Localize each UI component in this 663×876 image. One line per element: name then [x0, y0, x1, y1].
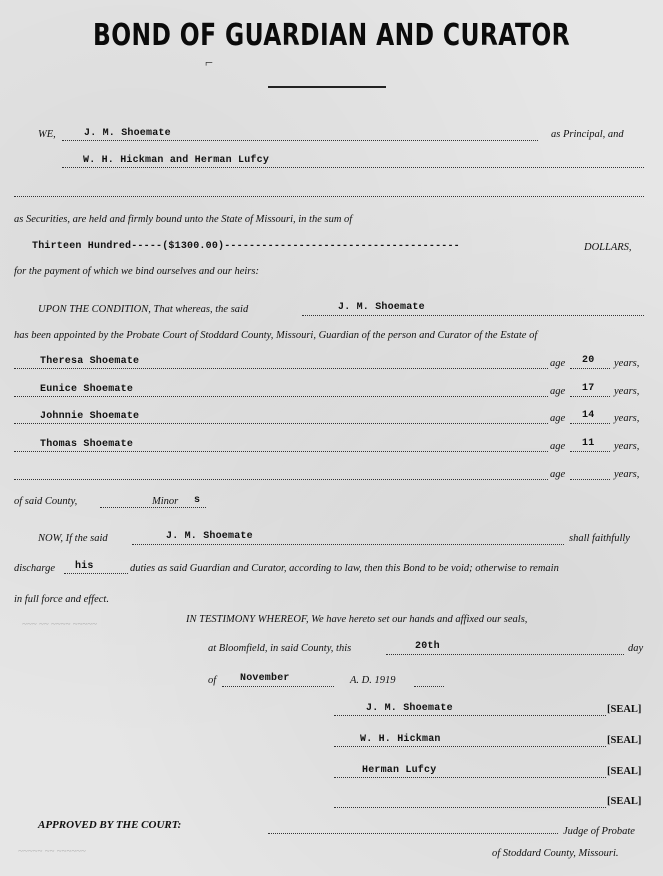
day-value: 20th: [415, 641, 440, 652]
county-court-label: of Stoddard County, Missouri.: [492, 848, 619, 859]
age-label: age: [550, 358, 566, 369]
seal-label: [SEAL]: [607, 735, 642, 746]
seal-label: [SEAL]: [607, 766, 642, 777]
age-label: age: [550, 441, 566, 452]
securities-rule: [62, 167, 644, 168]
signature-name: J. M. Shoemate: [366, 703, 453, 714]
minor-rule: [14, 396, 548, 397]
principal-rule: [62, 140, 538, 141]
approved-label: APPROVED BY THE COURT:: [38, 819, 182, 831]
signature-rule: [334, 715, 606, 716]
condition-text: UPON THE CONDITION, That whereas, the said: [38, 304, 249, 315]
years-label: years,: [614, 358, 640, 369]
minor-age: 11: [582, 438, 595, 449]
minor-name: Theresa Shoemate: [40, 356, 140, 367]
minor-age: 17: [582, 383, 595, 394]
seal-label: [SEAL]: [607, 796, 642, 807]
securities-names: W. H. Hickman and Herman Lufcy: [83, 155, 270, 166]
now-rule: [132, 544, 564, 545]
discharge-label: discharge: [14, 563, 56, 574]
age-rule: [570, 451, 610, 452]
principal-name: J. M. Shoemate: [84, 128, 171, 139]
signature-rule: [334, 746, 606, 747]
title-rule: [268, 86, 386, 88]
pronoun-rule: [64, 573, 128, 574]
judge-rule: [268, 833, 558, 834]
month-rule: [222, 686, 334, 687]
minor-name: Johnnie Shoemate: [40, 411, 140, 422]
minor-rule: [14, 368, 548, 369]
county-rule: [100, 507, 206, 508]
appointment-text: has been appointed by the Probate Court of Stoddard County, Missouri, Guardian of the person and Curator of the Estate of: [14, 330, 538, 341]
minor-name: Thomas Shoemate: [40, 439, 134, 450]
minor-name: Eunice Shoemate: [40, 384, 134, 395]
year-rule: [414, 686, 444, 687]
day-rule: [386, 654, 624, 655]
payment-text: for the payment of which we bind ourselves and our heirs:: [14, 266, 259, 277]
minor-age: 20: [582, 355, 595, 366]
ad-date: A. D. 1919: [350, 675, 396, 686]
blank-rule-1: [14, 196, 644, 197]
minor-rule: [14, 451, 548, 452]
we-label: WE,: [38, 129, 56, 140]
signature-name: Herman Lufcy: [362, 765, 437, 776]
minor-label: Minor: [152, 496, 179, 507]
age-rule: [570, 423, 610, 424]
minor-rule: [14, 479, 548, 480]
document-title: BOND OF GUARDIAN AND CURATOR: [92, 18, 571, 53]
month-value: November: [240, 673, 290, 684]
county-label: of said County,: [14, 496, 78, 507]
testimony-text: IN TESTIMONY WHEREOF, We have hereto set our hands and affixed our seals,: [186, 614, 528, 625]
age-rule: [570, 396, 610, 397]
duties-text: duties as said Guardian and Curator, according to law, then this Bond to be void; otherwise to remain: [130, 563, 559, 574]
full-force-text: in full force and effect.: [14, 594, 109, 605]
as-principal-label: as Principal, and: [551, 129, 624, 140]
of-label: of: [208, 675, 217, 686]
now-label: NOW, If the said: [38, 533, 108, 544]
bond-amount: Thirteen Hundred-----($1300.00)--------------------------------------: [32, 241, 460, 252]
minor-plural-suffix: s: [194, 495, 201, 506]
age-label: age: [550, 386, 566, 397]
bleed-through-text: ~~~ ~~ ~~~~ ~~~~~: [22, 619, 97, 629]
signature-name: W. H. Hickman: [360, 734, 441, 745]
pen-mark: ⌐: [205, 56, 213, 71]
age-label: age: [550, 469, 566, 480]
judge-label: Judge of Probate: [563, 826, 635, 837]
day-label: day: [628, 643, 644, 654]
years-label: years,: [614, 441, 640, 452]
condition-rule: [302, 315, 644, 316]
years-label: years,: [614, 386, 640, 397]
signature-rule: [334, 807, 606, 808]
faithfully-label: shall faithfully: [569, 533, 630, 544]
bleed-through-text: ~~~~~ ~~ ~~~~~~: [18, 846, 86, 856]
condition-name: J. M. Shoemate: [338, 302, 425, 313]
pronoun: his: [75, 561, 94, 572]
age-rule: [570, 368, 610, 369]
age-rule: [570, 479, 610, 480]
minor-age: 14: [582, 410, 595, 421]
securities-text: as Securities, are held and firmly bound unto the State of Missouri, in the sum of: [14, 214, 353, 225]
years-label: years,: [614, 469, 640, 480]
seal-label: [SEAL]: [607, 704, 642, 715]
bloomfield-text: at Bloomfield, in said County, this: [208, 643, 352, 654]
signature-rule: [334, 777, 606, 778]
minor-rule: [14, 423, 548, 424]
dollars-label: DOLLARS,: [584, 242, 632, 253]
now-name: J. M. Shoemate: [166, 531, 253, 542]
years-label: years,: [614, 413, 640, 424]
age-label: age: [550, 413, 566, 424]
